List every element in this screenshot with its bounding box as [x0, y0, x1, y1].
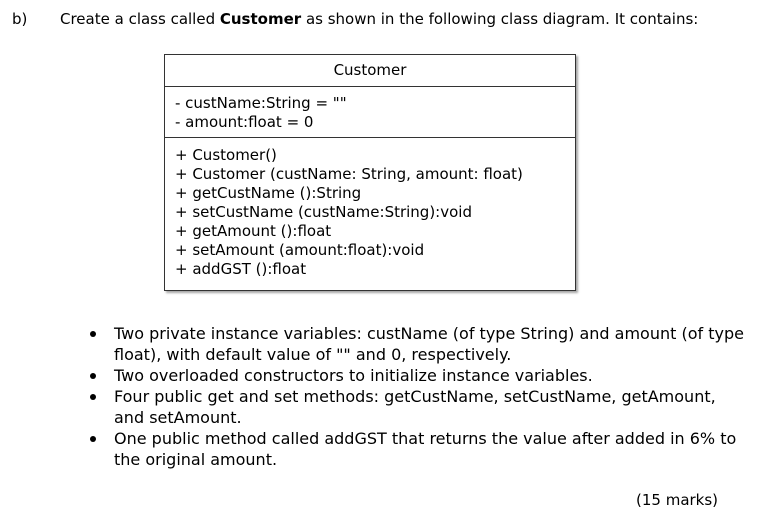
- uml-attributes: [165, 87, 575, 138]
- question-intro: [60, 10, 698, 28]
- intro-class-name: Customer: [219, 10, 302, 28]
- bullet-icon: [90, 373, 96, 379]
- uml-method: + Customer(): [175, 146, 277, 164]
- uml-method: + Customer (custName: String, amount: float): [175, 165, 523, 183]
- intro-text-start: Create a class called: [60, 10, 220, 28]
- uml-class-diagram: [164, 54, 576, 291]
- list-item-text: One public method called addGST that returns the value after added in 6% to the original amount.: [114, 429, 737, 469]
- bullet-icon: [90, 436, 96, 442]
- list-item: [90, 365, 750, 386]
- bullet-icon: [90, 394, 96, 400]
- uml-attribute: - custName:String = "": [175, 94, 347, 112]
- uml-method: + setCustName (custName:String):void: [175, 203, 472, 221]
- uml-method: + getCustName ():String: [175, 184, 362, 202]
- list-item-text: Two private instance variables: custName (of type String) and amount (of type float), with default value of "" and 0, respectively.: [114, 324, 744, 364]
- list-item: [90, 323, 750, 365]
- list-item: [90, 386, 750, 428]
- list-item: [90, 428, 750, 470]
- bullet-icon: [90, 331, 96, 337]
- uml-method: + addGST ():float: [175, 260, 307, 278]
- list-item-text: Four public get and set methods: getCustName, setCustName, getAmount, and setAmount.: [114, 387, 716, 427]
- uml-method: + getAmount ():float: [175, 222, 332, 240]
- uml-class-name: Customer: [165, 55, 575, 87]
- uml-attribute: - amount:float = 0: [175, 113, 314, 131]
- uml-methods: [165, 138, 575, 279]
- requirements-list: [90, 323, 750, 470]
- question-label: b): [12, 10, 28, 28]
- uml-method: + setAmount (amount:float):void: [175, 241, 425, 259]
- intro-text-end: as shown in the following class diagram. It contains:: [301, 10, 699, 28]
- marks-label: (15 marks): [636, 491, 719, 509]
- list-item-text: Two overloaded constructors to initialize instance variables.: [114, 366, 593, 385]
